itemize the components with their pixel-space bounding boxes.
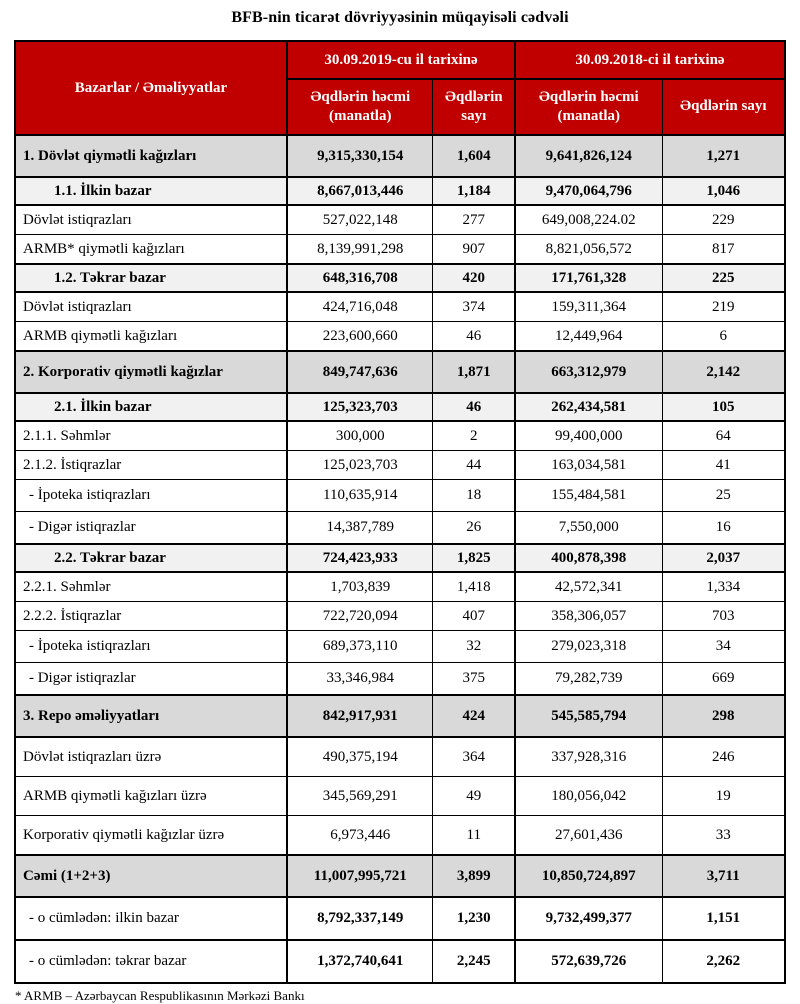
cell-2018-volume: 10,850,724,897 [515,855,662,897]
cell-2018-count: 1,271 [662,135,785,177]
row-label-cell: 2.1.2. İstiqrazlar [15,451,287,480]
cell-2018-count: 1,046 [662,177,785,205]
cell-2018-count: 19 [662,777,785,816]
header-group-row [15,41,785,79]
table-row [15,480,785,512]
cell-2019-count: 1,418 [433,572,515,602]
col-header-2018-volume: Əqdlərin həcmi (manatla) [515,79,662,135]
cell-2019-count: 32 [433,631,515,663]
cell-2019-volume: 842,917,931 [287,695,433,737]
table-row [15,855,785,897]
table-row [15,777,785,816]
cell-2019-count: 1,184 [433,177,515,205]
cell-2018-volume: 572,639,726 [515,940,662,983]
table-row [15,695,785,737]
row-label-cell: Dövlət istiqrazları [15,205,287,235]
table-row [15,451,785,480]
cell-2019-count: 907 [433,235,515,265]
cell-2019-count: 18 [433,480,515,512]
cell-2018-volume: 42,572,341 [515,572,662,602]
col-header-2019-count: Əqdlərin sayı [433,79,515,135]
cell-2019-count: 1,604 [433,135,515,177]
cell-2019-volume: 8,139,991,298 [287,235,433,265]
table-row [15,512,785,545]
cell-2018-count: 3,711 [662,855,785,897]
cell-2019-volume: 1,703,839 [287,572,433,602]
table-row [15,205,785,235]
table-row [15,663,785,696]
row-label-cell: 1.2. Təkrar bazar [15,264,287,292]
cell-2019-count: 424 [433,695,515,737]
row-label-cell: 2.2.1. Səhmlər [15,572,287,602]
row-label-cell: - o cümlədən: təkrar bazar [15,940,287,983]
cell-2019-volume: 490,375,194 [287,737,433,777]
cell-2019-volume: 648,316,708 [287,264,433,292]
table-header [15,41,785,135]
cell-2018-count: 2,262 [662,940,785,983]
row-label-cell: 2.1. İlkin bazar [15,393,287,421]
cell-2018-volume: 79,282,739 [515,663,662,696]
cell-2019-count: 46 [433,322,515,352]
row-label-cell: 1. Dövlət qiymətli kağızları [15,135,287,177]
cell-2018-count: 34 [662,631,785,663]
row-label-cell: - Digər istiqrazlar [15,512,287,545]
table-row [15,393,785,421]
cell-2019-volume: 424,716,048 [287,292,433,322]
cell-2019-volume: 345,569,291 [287,777,433,816]
cell-2018-count: 817 [662,235,785,265]
group-header-2019: 30.09.2019-cu il tarixinə [287,41,515,79]
cell-2018-volume: 171,761,328 [515,264,662,292]
table-row [15,631,785,663]
cell-2018-count: 229 [662,205,785,235]
cell-2019-volume: 300,000 [287,421,433,451]
cell-2019-volume: 722,720,094 [287,602,433,631]
row-label-cell: ARMB* qiymətli kağızları [15,235,287,265]
cell-2018-volume: 545,585,794 [515,695,662,737]
cell-2019-volume: 689,373,110 [287,631,433,663]
cell-2018-volume: 155,484,581 [515,480,662,512]
cell-2018-count: 703 [662,602,785,631]
cell-2018-volume: 649,008,224.02 [515,205,662,235]
cell-2018-volume: 279,023,318 [515,631,662,663]
cell-2019-volume: 8,667,013,446 [287,177,433,205]
cell-2019-volume: 8,792,337,149 [287,897,433,940]
row-label-cell: ARMB qiymətli kağızları üzrə [15,777,287,816]
cell-2018-count: 219 [662,292,785,322]
table-body [15,135,785,983]
cell-2018-volume: 337,928,316 [515,737,662,777]
cell-2019-count: 407 [433,602,515,631]
table-row [15,351,785,393]
cell-2018-volume: 8,821,056,572 [515,235,662,265]
cell-2019-count: 420 [433,264,515,292]
cell-2019-volume: 110,635,914 [287,480,433,512]
cell-2019-count: 1,825 [433,544,515,572]
cell-2018-count: 41 [662,451,785,480]
group-header-2018: 30.09.2018-ci il tarixinə [515,41,785,79]
cell-2018-count: 64 [662,421,785,451]
cell-2019-volume: 125,323,703 [287,393,433,421]
cell-2019-volume: 125,023,703 [287,451,433,480]
cell-2019-count: 26 [433,512,515,545]
cell-2019-volume: 849,747,636 [287,351,433,393]
cell-2018-volume: 9,732,499,377 [515,897,662,940]
cell-2019-volume: 1,372,740,641 [287,940,433,983]
cell-2019-count: 374 [433,292,515,322]
cell-2018-volume: 27,601,436 [515,816,662,856]
table-row [15,292,785,322]
cell-2019-volume: 527,022,148 [287,205,433,235]
cell-2018-volume: 7,550,000 [515,512,662,545]
cell-2018-volume: 12,449,964 [515,322,662,352]
cell-2019-volume: 14,387,789 [287,512,433,545]
row-label-cell: Korporativ qiymətli kağızlar üzrə [15,816,287,856]
table-row [15,322,785,352]
table-row [15,572,785,602]
cell-2018-volume: 99,400,000 [515,421,662,451]
cell-2018-count: 1,151 [662,897,785,940]
table-row [15,421,785,451]
cell-2019-volume: 33,346,984 [287,663,433,696]
cell-2018-volume: 180,056,042 [515,777,662,816]
row-label-cell: 2.2.2. İstiqrazlar [15,602,287,631]
cell-2018-volume: 663,312,979 [515,351,662,393]
cell-2018-count: 16 [662,512,785,545]
table-row [15,816,785,856]
col-header-2019-volume: Əqdlərin həcmi (manatla) [287,79,433,135]
cell-2018-volume: 262,434,581 [515,393,662,421]
corner-header-cell: Bazarlar / Əməliyyatlar [15,41,287,135]
col-header-2018-count: Əqdlərin sayı [662,79,785,135]
table-row [15,897,785,940]
cell-2019-volume: 6,973,446 [287,816,433,856]
row-label-cell: 2.1.1. Səhmlər [15,421,287,451]
cell-2018-count: 298 [662,695,785,737]
cell-2019-count: 277 [433,205,515,235]
row-label-cell: - Digər istiqrazlar [15,663,287,696]
row-label-cell: 3. Repo əməliyyatları [15,695,287,737]
cell-2019-volume: 9,315,330,154 [287,135,433,177]
cell-2018-volume: 9,470,064,796 [515,177,662,205]
cell-2018-volume: 159,311,364 [515,292,662,322]
table-row [15,940,785,983]
cell-2019-count: 49 [433,777,515,816]
table-row [15,264,785,292]
cell-2019-count: 364 [433,737,515,777]
cell-2018-volume: 358,306,057 [515,602,662,631]
cell-2018-count: 225 [662,264,785,292]
cell-2019-volume: 223,600,660 [287,322,433,352]
table-row [15,737,785,777]
cell-2019-count: 44 [433,451,515,480]
cell-2018-count: 2,037 [662,544,785,572]
cell-2019-volume: 724,423,933 [287,544,433,572]
row-label-cell: - o cümlədən: ilkin bazar [15,897,287,940]
table-row [15,235,785,265]
cell-2019-count: 2,245 [433,940,515,983]
row-label-cell: 1.1. İlkin bazar [15,177,287,205]
cell-2018-count: 6 [662,322,785,352]
cell-2018-count: 669 [662,663,785,696]
cell-2019-count: 1,871 [433,351,515,393]
trade-turnover-table [14,40,786,984]
row-label-cell: Dövlət istiqrazları üzrə [15,737,287,777]
cell-2019-volume: 11,007,995,721 [287,855,433,897]
row-label-cell: 2. Korporativ qiymətli kağızlar [15,351,287,393]
cell-2018-count: 1,334 [662,572,785,602]
cell-2019-count: 2 [433,421,515,451]
row-label-cell: - İpoteka istiqrazları [15,631,287,663]
cell-2018-count: 246 [662,737,785,777]
cell-2018-volume: 163,034,581 [515,451,662,480]
cell-2018-count: 25 [662,480,785,512]
table-row [15,544,785,572]
footnote: * ARMB – Azərbaycan Respublikasının Mərkəzi Bankı [15,988,305,1003]
row-label-cell: 2.2. Təkrar bazar [15,544,287,572]
cell-2018-count: 2,142 [662,351,785,393]
table-row [15,177,785,205]
row-label-cell: - İpoteka istiqrazları [15,480,287,512]
cell-2018-volume: 9,641,826,124 [515,135,662,177]
page-title: BFB-nin ticarət dövriyyəsinin müqayisəli cədvəli [231,9,569,26]
cell-2019-count: 3,899 [433,855,515,897]
row-label-cell: Dövlət istiqrazları [15,292,287,322]
cell-2019-count: 46 [433,393,515,421]
cell-2019-count: 1,230 [433,897,515,940]
table-row [15,602,785,631]
row-label-cell: Cəmi (1+2+3) [15,855,287,897]
cell-2018-count: 105 [662,393,785,421]
table-row [15,135,785,177]
cell-2019-count: 11 [433,816,515,856]
row-label-cell: ARMB qiymətli kağızları [15,322,287,352]
cell-2019-count: 375 [433,663,515,696]
cell-2018-volume: 400,878,398 [515,544,662,572]
cell-2018-count: 33 [662,816,785,856]
